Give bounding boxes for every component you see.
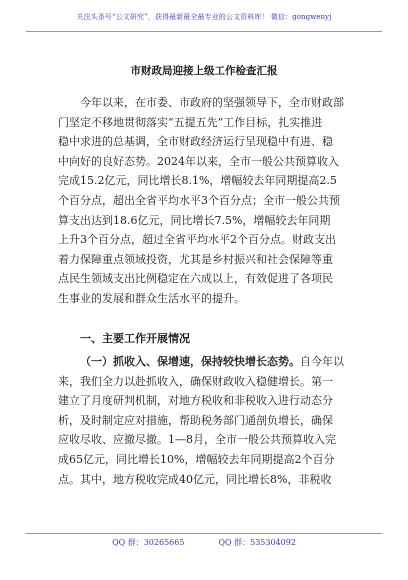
text-line: 点。其中，地方税收完成40亿元，同比增长8%，非税收	[58, 472, 332, 486]
header-note: 关注头条号“公文研究”，获得最新最全最专业的公文资料库！ 微信：gongwenyj	[76, 13, 332, 21]
text-line: 着力保障重点领域投资，尤其是乡村振兴和社会保障等重	[58, 252, 333, 266]
paragraph-intro	[58, 93, 352, 309]
header-divider	[26, 31, 382, 32]
footer-qq-group-1: QQ 群：30265665	[112, 538, 185, 547]
text-line: 建立了月度研判机制，对地方税收和非税收入进行动态分	[58, 394, 333, 408]
text-line: 中向好的良好态势。2024年以来，全市一般公共预算收入	[58, 154, 339, 168]
footer	[0, 537, 408, 548]
text-line: 成65亿元，同比增长10%，增幅较去年同期提高2个百分	[58, 452, 335, 466]
section-1-heading: 一、主要工作开展情况	[80, 332, 190, 345]
text-line: 点民生领域支出比例稳定在六成以上，有效促进了各项民	[58, 272, 333, 286]
text-line: 上升3个百分点，超过全省平均水平2个百分点。财政支出	[58, 233, 336, 247]
subsection-1-label: （一）抓收入、保增速，保持较快增长态势。	[80, 355, 300, 368]
footer-divider	[26, 533, 382, 534]
paragraph-section-1	[58, 352, 352, 489]
footer-qq-group-2: QQ 群：535304092	[218, 538, 296, 547]
text-line: 算支出达到18.6亿元，同比增长7.5%，增幅较去年同期	[58, 213, 331, 227]
text-line: 生事业的发展和群众生活水平的提升。	[58, 291, 245, 305]
text-line: 今年以来，在市委、市政府的坚强领导下，全市财政部	[80, 96, 344, 109]
subsection-line	[58, 352, 352, 372]
text-line: 门坚定不移地贯彻落实“五提五先”工作目标，扎实推进	[58, 115, 323, 129]
text-line: 个百分点，超出全省平均水平3个百分点；全市一般公共预	[58, 193, 340, 207]
text-line: 来，我们全力以赴抓收入，确保财政收入稳健增长。第一	[58, 374, 333, 388]
text-line: 析，及时制定应对措施，帮助税务部门通剖负增长，确保	[58, 413, 333, 427]
text-line: 完成15.2亿元，同比增长8.1%，增幅较去年同期提高2.5	[58, 174, 337, 188]
section-heading	[80, 330, 374, 346]
text-line: 稳中求进的总基调，全市财政经济运行呈现稳中有进、稳	[58, 135, 333, 149]
text-line: 应收尽收、应撤尽撤。1—8月，全市一般公共预算收入完	[58, 433, 336, 447]
subsection-1-lead: 自今年以	[300, 355, 344, 368]
document-title: 市财政局迎接上级工作检查汇报	[130, 65, 278, 77]
